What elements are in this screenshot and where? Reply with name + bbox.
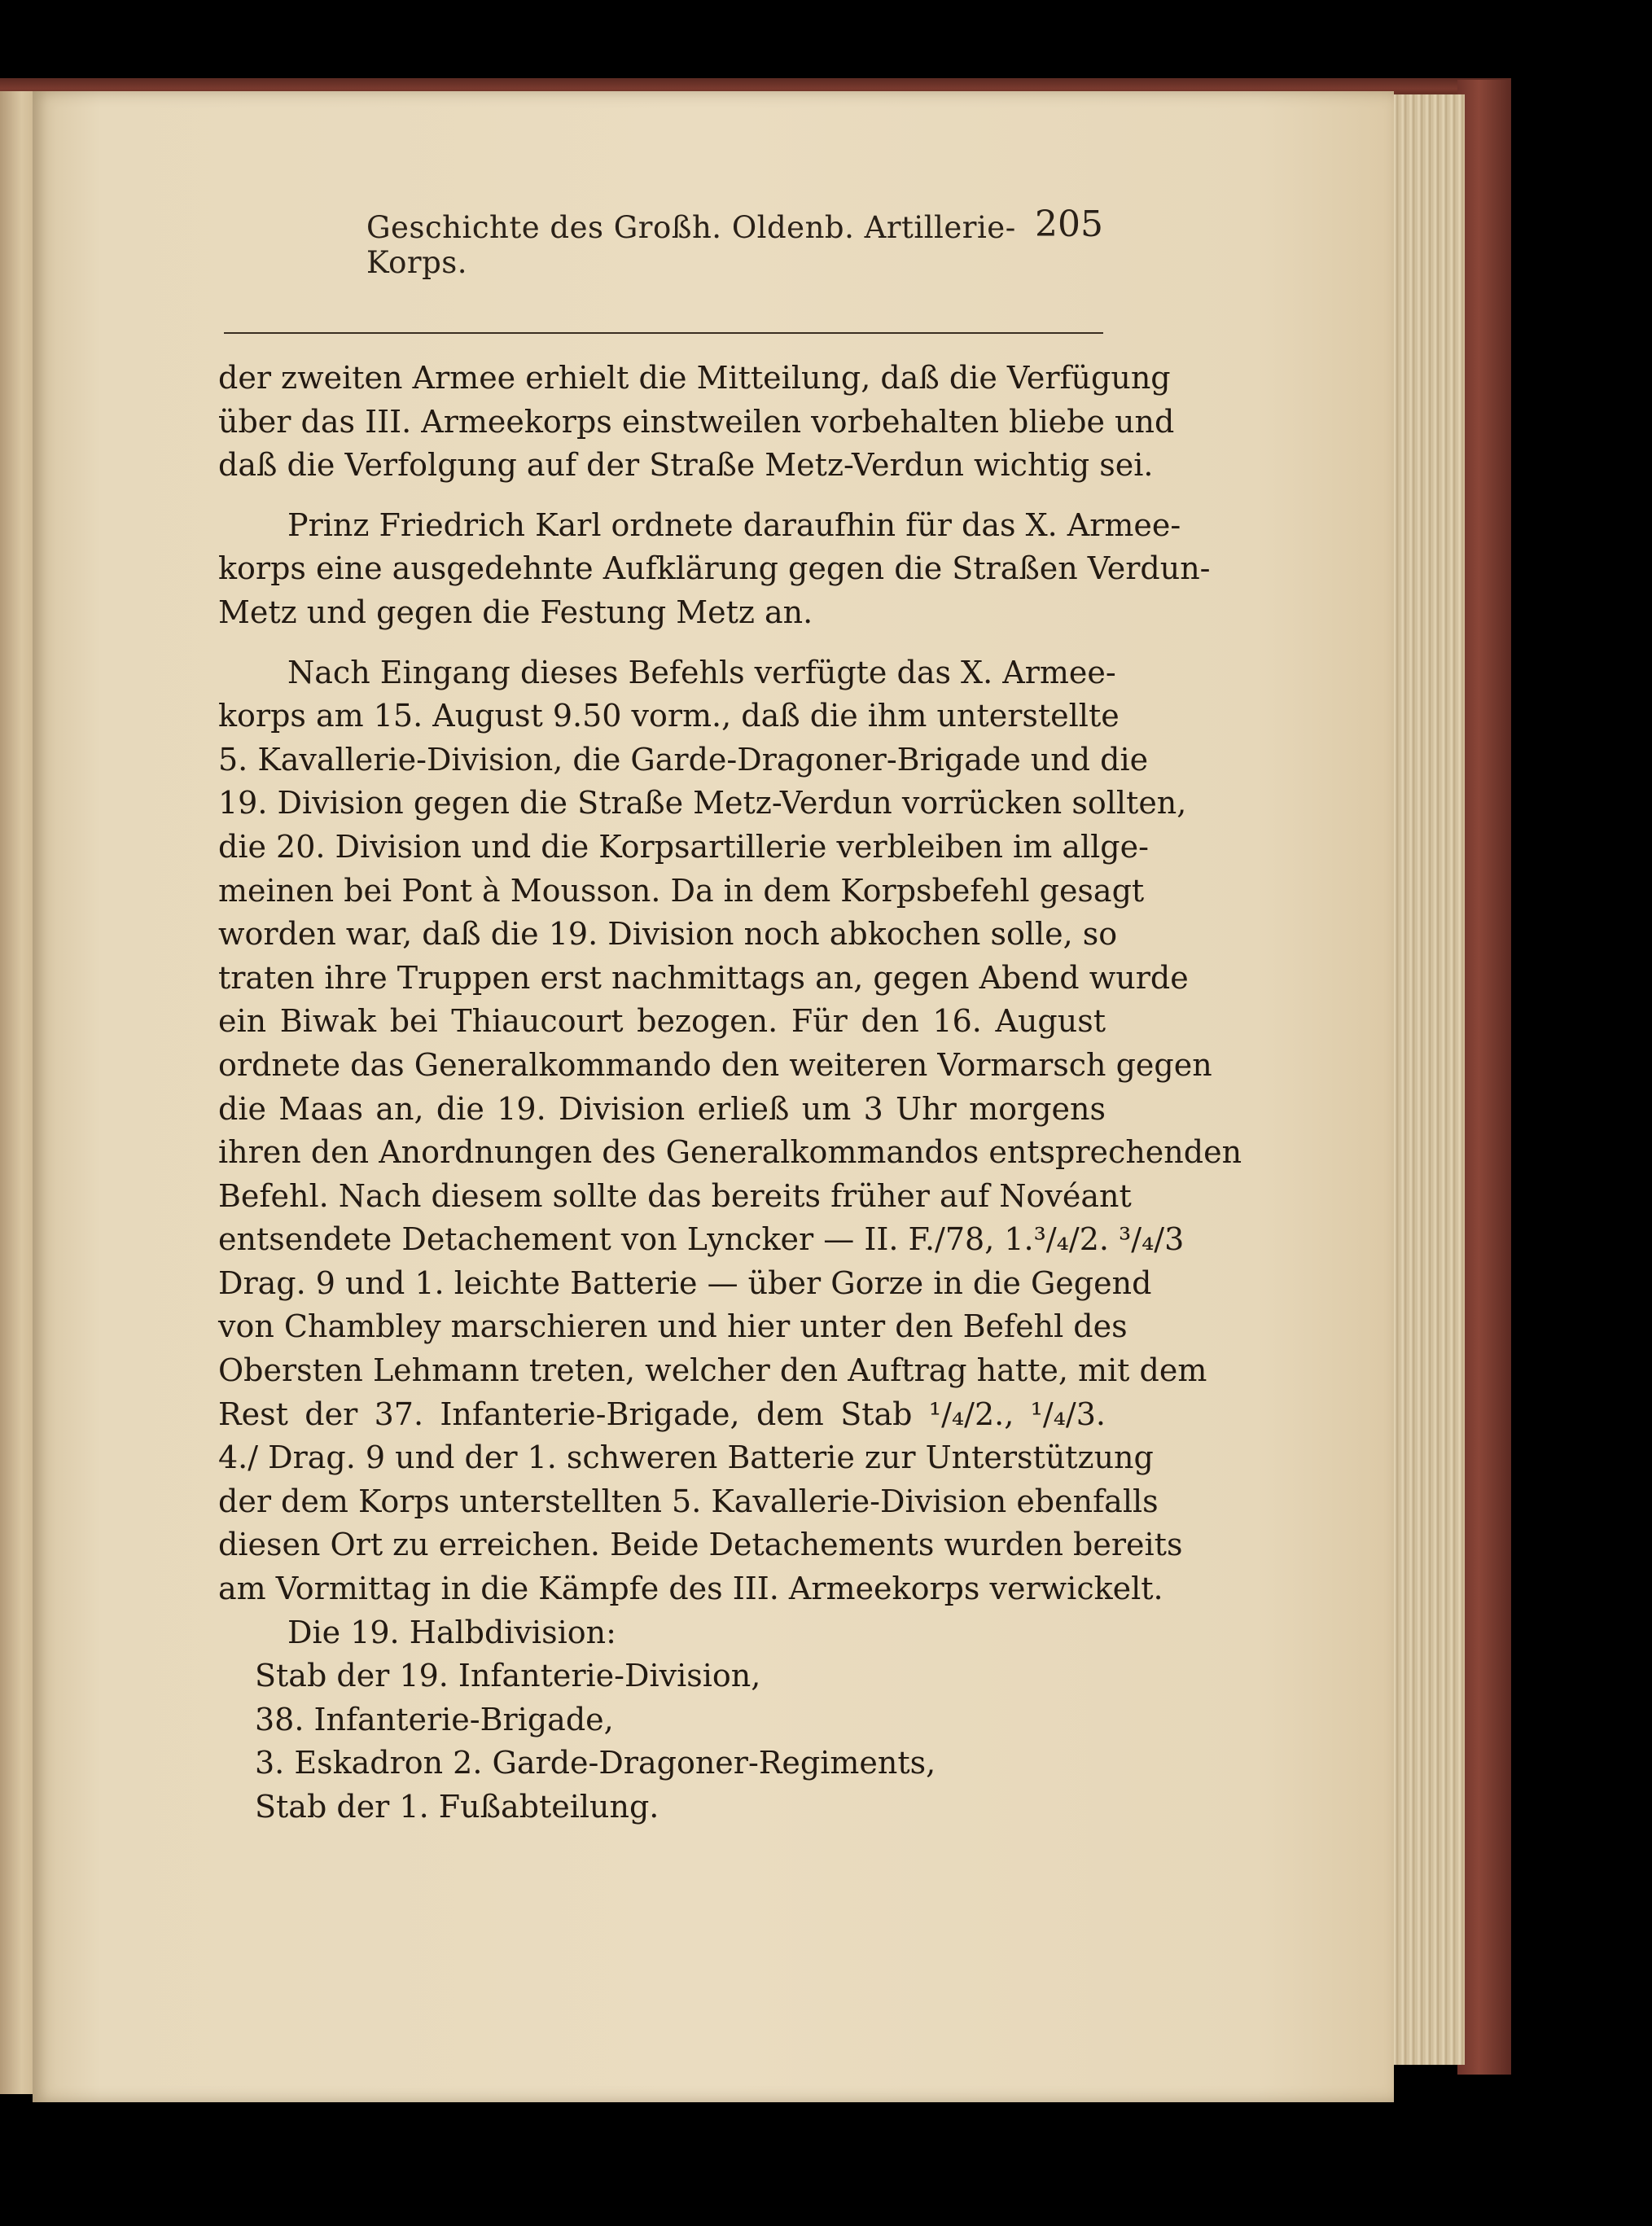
text-line: korps am 15. August 9.50 vorm., daß die ihm unterstellte — [218, 698, 1120, 734]
text-line: worden war, daß die 19. Division noch abkochen solle, so — [218, 916, 1118, 953]
text-line: korps eine ausgedehnte Aufklärung gegen die Straßen Verdun- — [218, 550, 1211, 587]
page-stack-edge — [1389, 94, 1465, 2065]
text-line: Befehl. Nach diesem sollte das bereits früher auf Novéant — [218, 1177, 1132, 1214]
list-item: Stab der 1. Fußabteilung. — [255, 1789, 659, 1825]
text-line: die Maas an, die 19. Division erließ um 3 Uhr morgens — [218, 1090, 1106, 1127]
text-line: Drag. 9 und 1. leichte Batterie — über Gorze in die Gegend — [218, 1264, 1152, 1301]
text-line: ein Biwak bei Thiaucourt bezogen. Für den 16. August — [218, 1003, 1106, 1040]
running-title: Geschichte des Großh. Oldenb. Artillerie-Korps. — [366, 210, 1016, 280]
unit-list — [218, 1654, 1106, 1829]
text-line: daß die Verfolgung auf der Straße Metz-Verdun wichtig sei. — [218, 447, 1154, 484]
text-line: traten ihre Truppen erst nachmittags an, gegen Abend wurde — [218, 959, 1189, 996]
text-line: Rest der 37. Infanterie-Brigade, dem Stab ¹/₄/2., ¹/₄/3. — [218, 1396, 1106, 1432]
paragraph — [218, 1611, 1106, 1655]
text-line: diesen Ort zu erreichen. Beide Detachements wurden bereits — [218, 1527, 1183, 1563]
text-line: über das III. Armeekorps einstweilen vorbehalten bliebe und — [218, 403, 1175, 440]
header-rule — [224, 332, 1103, 334]
page-header — [224, 195, 1103, 280]
body-text — [218, 357, 1242, 1829]
text-line: Metz und gegen die Festung Metz an. — [218, 594, 813, 630]
text-line: meinen bei Pont à Mousson. Da in dem Korpsbefehl gesagt — [218, 872, 1145, 909]
text-line: am Vormittag in die Kämpfe des III. Armeekorps verwickelt. — [218, 1571, 1163, 1607]
list-item: Stab der 19. Infanterie-Division, — [255, 1658, 761, 1694]
text-line: Prinz Friedrich Karl ordnete daraufhin für das X. Armee- — [287, 506, 1181, 543]
text-line: 5. Kavallerie-Division, die Garde-Dragoner-Brigade und die — [218, 741, 1149, 778]
text-line: 4./ Drag. 9 und der 1. schweren Batterie zur Unterstützung — [218, 1439, 1154, 1476]
paragraph — [218, 651, 1242, 1611]
list-item: 3. Eskadron 2. Garde-Dragoner-Regiments, — [255, 1745, 936, 1781]
text-line: Nach Eingang dieses Befehls verfügte das X. Armee- — [287, 654, 1116, 690]
paragraph — [218, 504, 1211, 635]
text-line: ihren den Anordnungen des Generalkommandos entsprechenden — [218, 1134, 1242, 1171]
text-line: der dem Korps unterstellten 5. Kavallerie-Division ebenfalls — [218, 1483, 1159, 1519]
text-line: 19. Division gegen die Straße Metz-Verdun vorrücken sollten, — [218, 785, 1187, 822]
text-line: Die 19. Halbdivision: — [287, 1614, 616, 1650]
paragraph — [218, 357, 1175, 488]
text-line: entsendete Detachement von Lyncker — II. F./78, 1.³/₄/2. ³/₄/3 — [218, 1221, 1185, 1258]
text-line: der zweiten Armee erhielt die Mitteilung, daß die Verfügung — [218, 360, 1171, 396]
book-cover-right-edge — [1457, 80, 1511, 2075]
text-line: von Chambley marschieren und hier unter den Befehl des — [218, 1308, 1128, 1345]
page-number: 205 — [1035, 204, 1103, 245]
list-item: 38. Infanterie-Brigade, — [255, 1701, 614, 1737]
text-line: die 20. Division und die Korpsartillerie verbleiben im allge- — [218, 828, 1149, 865]
text-line: ordnete das Generalkommando den weiteren Vormarsch gegen — [218, 1046, 1212, 1083]
text-line: Obersten Lehmann treten, welcher den Auftrag hatte, mit dem — [218, 1352, 1207, 1389]
